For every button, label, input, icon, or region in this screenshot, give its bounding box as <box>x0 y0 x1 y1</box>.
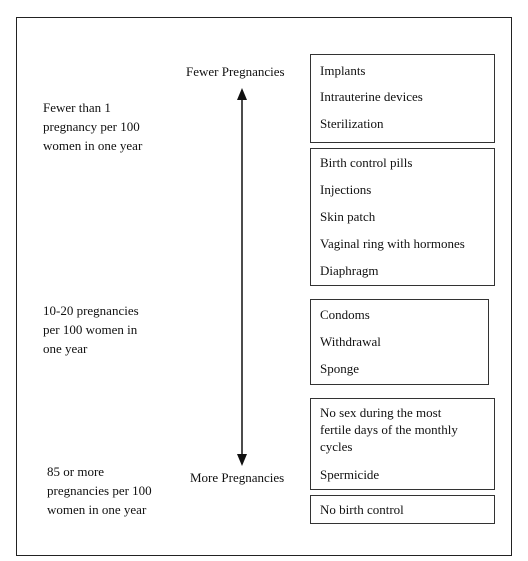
method-item-wrapped-line: fertile days of the monthly <box>320 422 458 437</box>
method-group-moderately-effective <box>310 299 489 385</box>
arrow-head-up <box>237 88 247 100</box>
effectiveness-line: pregnancy per 100 <box>43 119 140 134</box>
effectiveness-line: Fewer than 1 <box>43 100 111 115</box>
method-group-very-effective <box>310 148 495 286</box>
method-item: No birth control <box>320 502 404 517</box>
double-arrow-icon <box>232 88 252 466</box>
method-group-most-effective <box>310 54 495 143</box>
effectiveness-line: one year <box>43 341 88 356</box>
method-item: Diaphragm <box>320 263 379 278</box>
effectiveness-level-medium <box>43 301 139 358</box>
method-item: Injections <box>320 182 372 197</box>
arrow-head-down <box>237 454 247 466</box>
effectiveness-line: women in one year <box>47 502 147 517</box>
effectiveness-line: 10-20 pregnancies <box>43 303 139 318</box>
method-item: Sterilization <box>320 116 384 131</box>
effectiveness-level-high <box>43 98 142 155</box>
method-item: Implants <box>320 63 366 78</box>
method-item-wrapped-line: cycles <box>320 439 353 454</box>
method-item: Skin patch <box>320 209 376 224</box>
method-group-no-method <box>310 495 495 524</box>
effectiveness-line: women in one year <box>43 138 143 153</box>
effectiveness-line: per 100 women in <box>43 322 138 337</box>
effectiveness-line: 85 or more <box>47 464 105 479</box>
effectiveness-level-low <box>47 462 152 519</box>
method-item: Intrauterine devices <box>320 89 423 104</box>
method-item: Condoms <box>320 307 370 322</box>
more-pregnancies-label: More Pregnancies <box>190 470 285 485</box>
method-item: Spermicide <box>320 467 380 482</box>
fewer-pregnancies-label: Fewer Pregnancies <box>186 64 285 79</box>
method-item: Sponge <box>320 361 359 376</box>
method-item: Vaginal ring with hormones <box>320 236 465 251</box>
method-item-wrapped-line: No sex during the most <box>320 405 442 420</box>
method-group-less-effective <box>310 398 495 490</box>
method-item: Birth control pills <box>320 155 413 170</box>
effectiveness-line: pregnancies per 100 <box>47 483 152 498</box>
method-item: Withdrawal <box>320 334 381 349</box>
